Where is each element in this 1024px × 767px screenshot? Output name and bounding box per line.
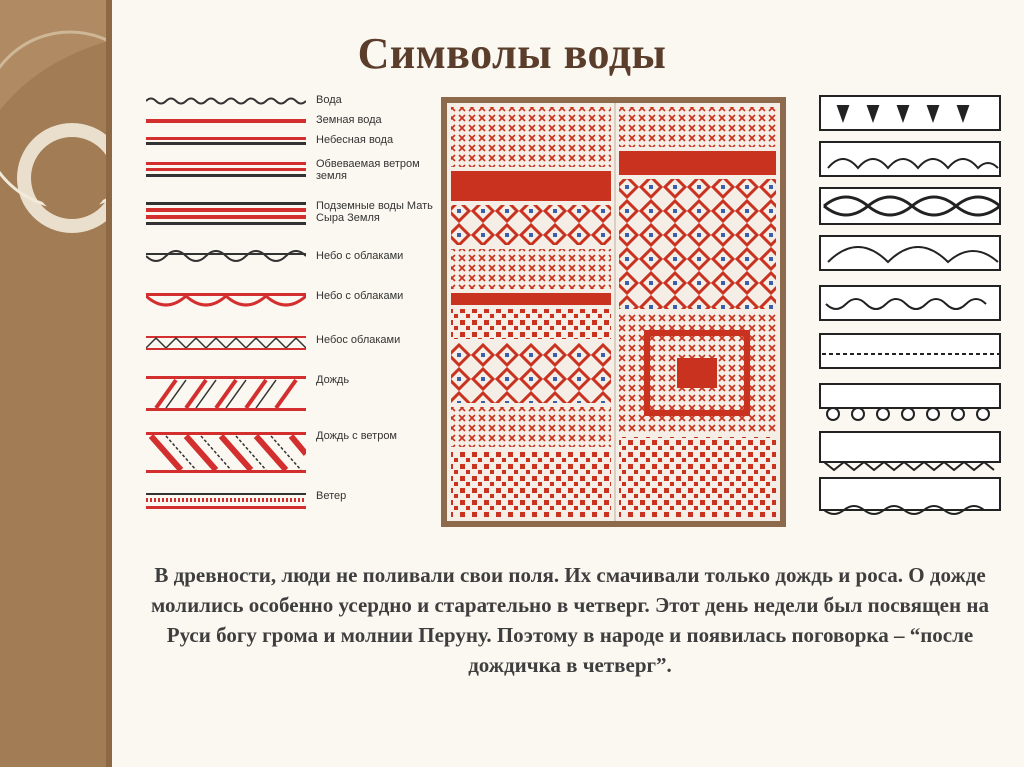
legend-label: Небо с облаками [316,290,404,302]
body-paragraph: В древности, люди не поливали свои поля. Их смачивали только дождь и роса. О дожде молились особенно усердно и старательно в четверг. Этот день недели был посвящен на Руси богу грома и молнии Перуну. Поэтому в народе и появилась поговорка – “после дождичка в четверг”. [151,563,989,677]
legend-label: Обвеваемая ветром земля [316,158,420,182]
embroidery-image [441,97,786,527]
legend-label: Дождь с ветром [316,430,397,442]
legend-swatch [146,430,306,476]
legend-label: Небесная вода [316,134,394,146]
legend-label: Небос облаками [316,334,401,346]
legend-swatch [146,290,306,314]
legend-swatch [146,94,306,108]
legend-swatch [146,200,306,230]
symbol-legend [140,90,440,530]
legend-swatch [146,114,306,128]
legend-swatch [146,158,306,180]
legend-label: Подземные воды Мать Сыра Земля [316,200,433,224]
legend-swatch [146,374,306,414]
page-title: Символы воды [357,29,667,78]
legend-swatch [146,250,306,268]
legend-swatch [146,334,306,352]
decorative-sidebar [0,0,112,767]
circle-ornament [0,0,112,767]
legend-label: Дождь [316,374,350,386]
embroidery-pattern [447,103,780,521]
legend-swatch [146,134,306,148]
legend-label: Вода [316,94,342,106]
legend-label: Земная вода [316,114,382,126]
legend-swatch [146,490,306,514]
legend-label: Небо с облаками [316,250,404,262]
legend-label: Ветер [316,490,347,502]
sidebar-edge [106,0,112,767]
wood-carving-symbols [818,92,1008,522]
carving-panels [818,92,1008,522]
